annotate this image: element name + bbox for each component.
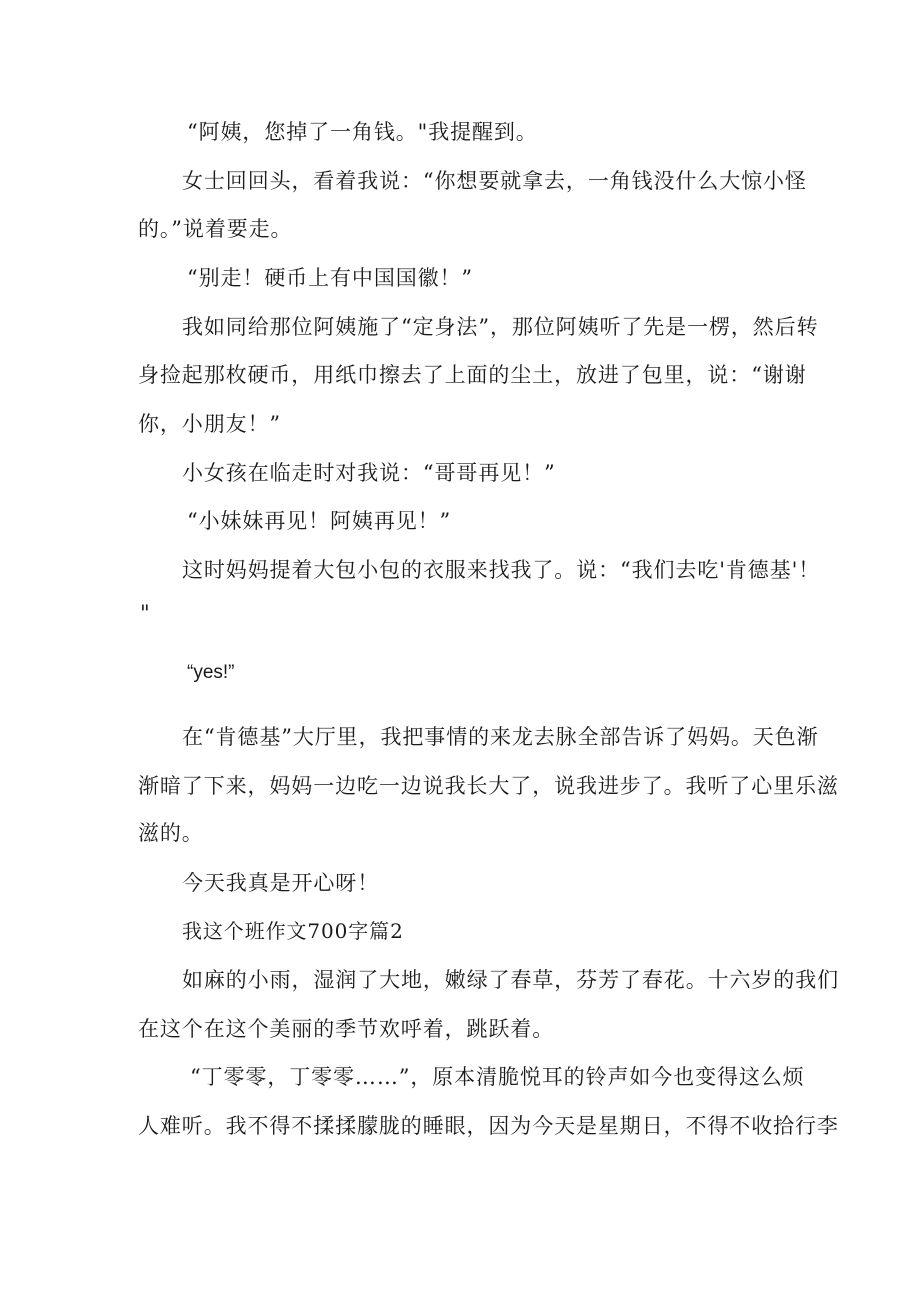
text-line: “阿姨，您掉了一角钱。"我提醒到。	[187, 120, 538, 144]
text-line: 我如同给那位阿姨施了“定身法”，那位阿姨听了先是一楞，然后转	[182, 315, 819, 339]
text-line: "	[140, 601, 151, 625]
text-line: 你，小朋友！”	[138, 412, 282, 436]
text-line: “丁零零，丁零零……”，原本清脆悦耳的铃声如今也变得这么烦	[190, 1065, 805, 1089]
text-line: 身捡起那枚硬币，用纸巾擦去了上面的尘土，放进了包里，说：“谢谢	[138, 363, 807, 387]
text-line: 如麻的小雨，湿润了大地，嫩绿了春草，芬芳了春花。十六岁的我们	[182, 968, 839, 992]
text-line: “小妹妹再见！阿姨再见！”	[187, 509, 452, 533]
section-heading: 我这个班作文700字篇2	[182, 919, 404, 943]
text-line: 女士回回头，看着我说：“你想要就拿去，一角钱没什么大惊小怪	[182, 169, 807, 193]
text-line: 滋的。	[138, 821, 204, 845]
text-line: 今天我真是开心呀！	[182, 871, 380, 895]
text-line: 小女孩在临走时对我说：“哥哥再见！”	[182, 461, 556, 485]
text-line: 人难听。我不得不揉揉朦胧的睡眼，因为今天是星期日，不得不收拾行李	[138, 1114, 839, 1138]
text-line: 的。”说着要走。	[138, 217, 293, 241]
text-line: 在这个在这个美丽的季节欢呼着，跳跃着。	[138, 1017, 555, 1041]
text-line: 在“肯德基”大厅里，我把事情的来龙去脉全部告诉了妈妈。天色渐	[182, 725, 819, 749]
text-line: 渐暗了下来，妈妈一边吃一边说我长大了，说我进步了。我听了心里乐滋	[138, 774, 839, 798]
text-line: 这时妈妈提着大包小包的衣服来找我了。说：“我们去吃'肯德基'！	[182, 558, 821, 582]
text-line: “别走！硬币上有中国国徽！”	[187, 266, 474, 290]
text-line: “yes!”	[187, 662, 235, 683]
